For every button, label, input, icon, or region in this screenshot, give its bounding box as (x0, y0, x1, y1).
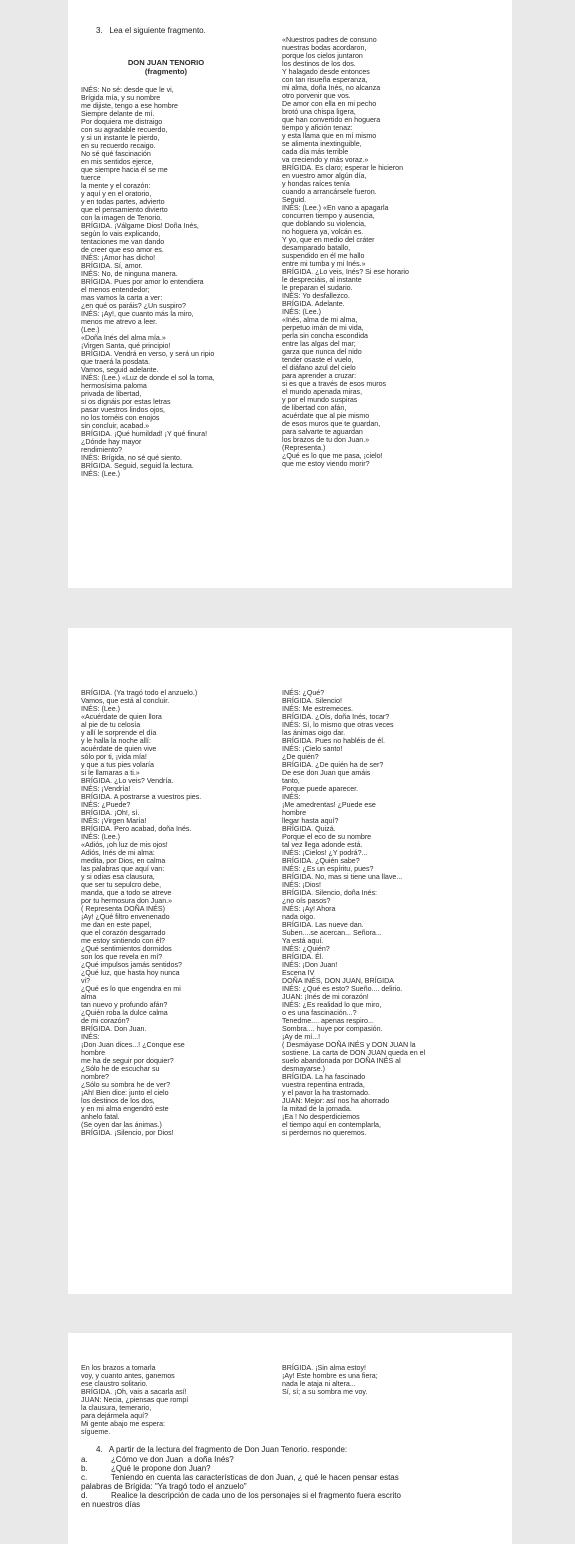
text-line: ¡Don Juan dices...! ¿Conque ese (81, 1041, 185, 1049)
text-line: INÉS: ¿Qué? (282, 689, 325, 697)
text-line: BRÍGIDA. Pues no habléis de él. (282, 737, 385, 745)
text-line: BRÍGIDA. Adelante. (282, 300, 345, 308)
text-line: BRÍGIDA. A postrarse a vuestros pies. (81, 793, 202, 801)
text-line: Adiós, Inés de mi alma: (81, 849, 155, 857)
text-line: INÉS: (Lee.) (81, 470, 121, 478)
text-line: Mi gente abajo me espera: (81, 1420, 165, 1428)
text-line: para aprender a cruzar: (282, 372, 357, 380)
text-line: BRÍGIDA. Silencio! (282, 697, 342, 705)
text-line: ¿Qué es lo que engendra en mi (81, 985, 181, 993)
text-line: INÉS: ¡Don Juan! (282, 961, 338, 969)
text-line: que traerá la posdata. (81, 358, 151, 366)
text-line: INÉS: ¡Ay! Ahora (282, 905, 336, 913)
text-line: «Adiós, ¡oh luz de mis ojos! (81, 841, 168, 849)
text-line: la mente y el corazón: (81, 182, 151, 190)
text-line: nuestras bodas acordaron, (282, 44, 367, 52)
text-line: ¡Ea ! No desperdiciemos (282, 1113, 360, 1121)
text-line: con la imagen de Tenorio. (81, 214, 163, 222)
question-3-heading: 3. Lea el siguiente fragmento. (96, 26, 206, 35)
text-line: INÉS: ¡Vendría! (81, 785, 131, 793)
text-line: privada de libertad, (81, 390, 142, 398)
text-line: tentaciones me van dando (81, 238, 165, 246)
text-line: INÉS: Sí, lo mismo que otras veces (282, 721, 394, 729)
text-line: «Inés, alma de mi alma, (282, 316, 358, 324)
text-line: que siempre hacia él se me (81, 166, 168, 174)
text-line: ¡Ah! Bien dice: junto el cielo (81, 1089, 169, 1097)
text-line: Sombra.... huye por compasión. (282, 1025, 383, 1033)
text-line: ¿en qué os paráis? ¿Un suspiro? (81, 302, 186, 310)
text-line: porque los cielos juntaron (282, 52, 363, 60)
text-line: me dijiste, tengo a ese hombre (81, 102, 179, 110)
text-line: ¿Qué luz, que hasta hoy nunca (81, 969, 180, 977)
text-line: hombre (81, 1049, 106, 1057)
text-line: tan nuevo y profundo afán? (81, 1001, 168, 1009)
text-line: INÉS: ¡Virgen María! (81, 817, 147, 825)
text-line: se alimenta inextinguible, (282, 140, 362, 148)
text-line: ¿no oís pasos? (282, 897, 331, 905)
text-line: cuando a arrancársele fueron. (282, 188, 377, 196)
text-line: BRÍGIDA. ¡Oh!, sí. (81, 809, 140, 817)
dialogue-column-left (81, 86, 215, 478)
text-line: INÉS: ¿Puede? (81, 801, 131, 809)
item-letter: d. (81, 1491, 88, 1500)
text-line: Porque puede aparecer. (282, 785, 359, 793)
text-line: que me estoy viendo morir? (282, 460, 370, 468)
text-line: BRÍGIDA. ¿Oís, doña Inés, tocar? (282, 713, 390, 721)
text-line: ¿Qué es lo que me pasa, ¡cielo! (282, 452, 383, 460)
text-line: el menos entendedor; (81, 286, 150, 294)
text-line: BRÍGIDA. ¡Oh, vais a sacarla así! (81, 1388, 187, 1396)
text-line: en su recuerdo recaigo. (81, 142, 156, 150)
item-letter: a. (81, 1455, 88, 1464)
text-line: y le halla la noche allí: (81, 737, 151, 745)
text-line: si es que a través de esos muros (282, 380, 387, 388)
item-text: Realice la descripción de cada uno de los personajes si el fragmento fuera escrito (111, 1491, 401, 1500)
text-line: al pie de tu celosía (81, 721, 141, 729)
text-line: BRÍGIDA. Sí, amor. (81, 262, 143, 270)
text-line: ¡Virgen Santa, qué principio! (81, 342, 171, 350)
text-line: BRÍGIDA. Seguid, seguid la lectura. (81, 462, 194, 470)
play-subtitle: (fragmento) (144, 67, 188, 76)
text-line: JUAN: ¡Inés de mi corazón! (282, 993, 369, 1001)
text-line: con tan risueña esperanza, (282, 76, 368, 84)
document-page-1 (68, 0, 512, 588)
text-line: (Representa.) (282, 444, 326, 452)
text-line: nada le ataja ni altera... (282, 1380, 356, 1388)
text-line: De amor con ella en mi pecho (282, 100, 377, 108)
text-line: BRÍGIDA. Pues por amor lo entendiera (81, 278, 204, 286)
text-line: de esos muros que te guardan, (282, 420, 381, 428)
text-line: desamparado batallo, (282, 244, 351, 252)
text-line: la clausura, temerario, (81, 1404, 152, 1412)
text-line: alma (81, 993, 97, 1001)
item-letter: b. (81, 1464, 88, 1473)
text-line: INÉS: (Lee.) (282, 308, 322, 316)
text-line: hermosísima paloma (81, 382, 147, 390)
text-line: Y yo, que en medio del cráter (282, 236, 375, 244)
text-line: o es una fascinación...? (282, 1009, 357, 1017)
text-line: va creciendo y más voraz.» (282, 156, 369, 164)
text-line: BRÍGIDA. No, mas si tiene una llave... (282, 873, 403, 881)
text-line: que doblando su violencia, (282, 220, 367, 228)
text-line: BRÍGIDA. Quizá. (282, 825, 336, 833)
text-line: mi alma, doña Inés, no alcanza (282, 84, 381, 92)
text-line: ¡Ay! ¿Qué filtro envenenado (81, 913, 170, 921)
text-line: ¡Ay de mí...! (282, 1033, 321, 1041)
text-line: tal vez llega adonde está. (282, 841, 363, 849)
text-line: y el pavor la ha trastornado. (282, 1089, 370, 1097)
question-item (81, 1491, 511, 1500)
text-line: tiempo y afición tenaz: (282, 124, 353, 132)
text-line: el mundo apenada miras, (282, 388, 363, 396)
text-line: si le llamaras a ti.» (81, 769, 140, 777)
text-line: ¿De quién? (282, 753, 319, 761)
item-text: ¿Qué le propone don Juan? (111, 1464, 211, 1473)
text-line: Vamos, que está al concluir. (81, 697, 170, 705)
text-line: y que a tus pies volaría (81, 761, 154, 769)
text-line: «Acuérdate de quien llora (81, 713, 162, 721)
text-line: BRÍGIDA. ¿Lo veis? Vendría. (81, 777, 174, 785)
text-line: Seguid. (282, 196, 307, 204)
text-line: sólo por ti, ¡vida mía! (81, 753, 147, 761)
text-line: (Se oyen dar las ánimas.) (81, 1121, 162, 1129)
text-line: garza que nunca del nido (282, 348, 362, 356)
text-line: entre mi tumba y mi Inés.» (282, 260, 366, 268)
text-line: en mis sentidos ejerce, (81, 158, 154, 166)
text-line: tuerce (81, 174, 101, 182)
text-line: INÉS: Brígida, no sé qué siento. (81, 454, 182, 462)
text-line: BRÍGIDA. Don Juan. (81, 1025, 147, 1033)
text-line: Y halagado desde entonces (282, 68, 370, 76)
text-line: pasar vuestros lindos ojos, (81, 406, 165, 414)
text-line: suspendido en él me hallo (282, 252, 365, 260)
text-line: las ánimas oigo dar. (282, 729, 346, 737)
text-line: le despreciáis, al instante (282, 276, 362, 284)
text-line: INÉS: ¡Amor has dicho! (81, 254, 156, 262)
dialogue-column-left (81, 689, 201, 1137)
text-line: INÉS: Yo desfallezco. (282, 292, 350, 300)
text-line: BRÍGIDA. ¡Sin alma estoy! (282, 1364, 366, 1372)
text-line: ¿Qué impulsos jamás sentidos? (81, 961, 182, 969)
text-line: y en todas partes, advierto (81, 198, 165, 206)
text-line: perla sin concha escondida (282, 332, 368, 340)
text-line: y allí le sorprende el día (81, 729, 157, 737)
text-line: no hoguera ya, volcán es. (282, 228, 364, 236)
text-line: voy, y cuanto antes, ganemos (81, 1372, 175, 1380)
text-line: y hondas raíces tenía (282, 180, 350, 188)
text-line: Porque el eco de su nombre (282, 833, 372, 841)
text-line: BRÍGIDA. ¿Lo veis, Inés? Si ese horario (282, 268, 409, 276)
text-line: por tu hermosura don Juan.» (81, 897, 173, 905)
dialogue-column-right (282, 36, 409, 468)
text-line: nada oigo. (282, 913, 316, 921)
text-line: ese claustro solitario. (81, 1380, 148, 1388)
text-line: el diáfano azul del cielo (282, 364, 356, 372)
text-line: y si odias esa clausura, (81, 873, 155, 881)
text-line: sin concluir, acabad.» (81, 422, 150, 430)
text-line: vuestra repentina entrada, (282, 1081, 365, 1089)
text-line: Suben....se acercan... Señora... (282, 929, 382, 937)
text-line: mas vamos la carta a ver: (81, 294, 163, 302)
text-line: Tenedme.... apenas respiro... (282, 1017, 374, 1025)
text-line: que el corazón desgarrado (81, 929, 166, 937)
item-text: en nuestros días (81, 1500, 141, 1509)
text-line: JUAN: Necia, ¿piensas que rompí (81, 1396, 189, 1404)
text-line: la mitad de la jornada. (282, 1105, 352, 1113)
text-line: para salvarte te aguardan (282, 428, 363, 436)
text-line: anhelo fatal. (81, 1113, 120, 1121)
text-line: según lo vais explicando, (81, 230, 161, 238)
text-line: BRÍGIDA. ¡Qué humildad! ¡Y qué finura! (81, 430, 208, 438)
text-line: cada día más terrible (282, 148, 349, 156)
text-line: JUAN: Mejor: así nos ha ahorrado (282, 1097, 390, 1105)
text-line: «Nuestros padres de consuno (282, 36, 377, 44)
text-line: de mi corazón? (81, 1017, 130, 1025)
text-line: Escena IV (282, 969, 315, 977)
text-line: que han convertido en hoguera (282, 116, 381, 124)
text-line: BRÍGIDA. Es claro; esperar le hicieron (282, 164, 404, 172)
text-line: entre las algas del mar; (282, 340, 356, 348)
text-line: si perdernos no queremos. (282, 1129, 367, 1137)
text-line: me dan en este papel, (81, 921, 152, 929)
text-line: ( Representa DOÑA INÉS) (81, 905, 165, 913)
question-item (81, 1464, 511, 1473)
text-line: y si un instante le pierdo, (81, 134, 160, 142)
text-line: BRÍGIDA. La ha fascinado (282, 1073, 366, 1081)
text-line: INÉS: ¿Es realidad lo que miro, (282, 1001, 382, 1009)
text-line: INÉS: Me estremeces. (282, 705, 353, 713)
text-line: perpetuo imán de mi vida, (282, 324, 364, 332)
text-line: Siempre delante de mí. (81, 110, 155, 118)
question-item (81, 1455, 511, 1464)
question-item (81, 1482, 511, 1491)
text-line: BRÍGIDA. Vendrá en verso, y será un ripio (81, 350, 215, 358)
text-line: las palabras que aquí van: (81, 865, 165, 873)
text-line: BRÍGIDA. ¿De quién ha de ser? (282, 761, 384, 769)
text-line: tender osaste el vuelo, (282, 356, 354, 364)
text-line: ¡Ay! Este hombre es una fiera; (282, 1372, 378, 1380)
text-line: INÉS: (Lee.) «Luz de donde el sol la toma, (81, 374, 215, 382)
text-line: No sé qué fascinación (81, 150, 151, 158)
text-line: ¿Sólo su sombra he de ver? (81, 1081, 171, 1089)
text-line: INÉS: (282, 793, 301, 801)
text-line: acuérdate de quien vive (81, 745, 157, 753)
text-line: y en mi alma engendró este (81, 1105, 169, 1113)
text-line: menos me atrevo a leer. (81, 318, 158, 326)
text-line: INÉS: ¡Ay!, que cuanto más la miro, (81, 310, 194, 318)
text-line: INÉS: ¿Quién? (282, 945, 330, 953)
text-line: sostiene. La carta de DON JUAN queda en el (282, 1049, 426, 1057)
text-line: INÉS: (Lee.) «En vano a apagarla (282, 204, 389, 212)
question-item (81, 1473, 511, 1482)
question-4-list (81, 1455, 511, 1509)
text-line: si os dignáis por estas letras (81, 398, 171, 406)
text-line: concurren tiempo y ausencia, (282, 212, 375, 220)
text-line: INÉS: ¡Cielos! ¿Y podrá?... (282, 849, 368, 857)
text-line: y aquí y en el oratorio, (81, 190, 152, 198)
text-line: con su agradable recuerdo, (81, 126, 168, 134)
text-line: INÉS: (Lee.) (81, 705, 121, 713)
text-line: me estoy sintiendo con él? (81, 937, 165, 945)
text-line: y por el mundo suspiras (282, 396, 358, 404)
text-line: INÉS: No, de ninguna manera. (81, 270, 178, 278)
text-line: BRÍGIDA. (Ya tragó todo el anzuelo.) (81, 689, 198, 697)
text-line: que el pensamiento divierto (81, 206, 168, 214)
text-line: ¡Me amedrentas! ¿Puede ese (282, 801, 376, 809)
item-text: palabras de Brígida: "Ya tragó todo el anzuelo" (81, 1482, 247, 1491)
text-line: le preparan el sudario. (282, 284, 353, 292)
text-line: brotó una chispa ligera, (282, 108, 356, 116)
text-line: ¿Quién roba la dulce calma (81, 1009, 168, 1017)
text-line: nombre? (81, 1073, 109, 1081)
item-text: Teniendo en cuenta las características de don Juan, ¿ qué le hacen pensar estas (111, 1473, 399, 1482)
text-line: el tiempo aquí en contemplarla, (282, 1121, 381, 1129)
text-line: (Lee.) (81, 326, 100, 334)
dialogue-column-left (81, 1364, 188, 1436)
text-line: Brígida mía, y su nombre (81, 94, 161, 102)
text-line: BRÍGIDA. ¿Quién sabe? (282, 857, 360, 865)
dialogue-column-right (282, 689, 425, 1137)
text-line: En los brazos a tomarla (81, 1364, 156, 1372)
text-line: BRÍGIDA. Pero acabad, doña Inés. (81, 825, 192, 833)
text-line: los brazos de tu don Juan.» (282, 436, 370, 444)
text-line: medita, por Dios, en calma (81, 857, 166, 865)
text-line: INÉS: ¿Qué es esto? Sueño.... delirio. (282, 985, 403, 993)
text-line: los destinos de los dos, (81, 1097, 155, 1105)
text-line: hombre (282, 809, 307, 817)
text-line: llegar hasta aquí? (282, 817, 339, 825)
text-line: otro porvenir que vos. (282, 92, 351, 100)
play-title: DON JUAN TENORIO (127, 58, 205, 67)
text-line: de creer que eso amor es. (81, 246, 164, 254)
item-text: ¿Cómo ve don Juan a doña Inés? (111, 1455, 234, 1464)
text-line: De ese don Juan que amáis (282, 769, 371, 777)
text-line: BRÍGIDA. Las nueve dan. (282, 921, 364, 929)
text-line: BRÍGIDA. ¡Válgame Dios! Doña Inés, (81, 222, 199, 230)
text-line: BRÍGIDA. Silencio, doña Inés: (282, 889, 378, 897)
item-letter: c. (81, 1473, 88, 1482)
dialogue-column-right (282, 1364, 378, 1396)
text-line: vi? (81, 977, 91, 985)
text-line: BRÍGIDA. ¡Silencio, por Dios! (81, 1129, 174, 1137)
text-line: son los que revela en mí? (81, 953, 163, 961)
question-4-heading: 4. A partir de la lectura del fragmento de Don Juan Tenorio. responde: (96, 1445, 348, 1454)
text-line: INÉS: (Lee.) (81, 833, 121, 841)
text-line: de libertad con afán, (282, 404, 347, 412)
text-line: me ha de seguir por doquier? (81, 1057, 174, 1065)
text-line: ¿Qué sentimientos dormidos (81, 945, 172, 953)
text-line: Vamos, seguid adelante. (81, 366, 159, 374)
text-line: DOÑA INÉS, DON JUAN, BRÍGIDA (282, 977, 394, 985)
text-line: Sí, sí; a su sombra me voy. (282, 1388, 368, 1396)
text-line: para dejármela aquí? (81, 1412, 149, 1420)
text-line: «Doña Inés del alma mía.» (81, 334, 166, 342)
text-line: sígueme. (81, 1428, 111, 1436)
text-line: no los tornéis con enojos (81, 414, 160, 422)
text-line: INÉS: (81, 1033, 100, 1041)
text-line: que ser tu sepulcro debe, (81, 881, 162, 889)
text-line: rendimiento? (81, 446, 123, 454)
text-line: manda, que a todo se atreve (81, 889, 172, 897)
document-page-3 (68, 1333, 512, 1544)
text-line: ( Desmáyase DOÑA INÉS y DON JUAN la (282, 1041, 416, 1049)
text-line: tanto, (282, 777, 300, 785)
text-line: ¿Dónde hay mayor (81, 438, 142, 446)
text-line: en vuestro amor algún día, (282, 172, 367, 180)
text-line: ¿Sólo he de escuchar su (81, 1065, 160, 1073)
text-line: INÉS: ¡Cielo santo! (282, 745, 343, 753)
text-line: INÉS: No sé: desde que le vi, (81, 86, 174, 94)
text-line: Por doquiera me distraigo (81, 118, 163, 126)
document-page-2 (68, 628, 512, 1294)
text-line: Ya está aquí. (282, 937, 324, 945)
text-line: INÉS: ¡Dios! (282, 881, 322, 889)
text-line: los destinos de los dos. (282, 60, 356, 68)
text-line: acuérdate que al pie mismo (282, 412, 370, 420)
text-line: BRÍGIDA. Él. (282, 953, 324, 961)
text-line: suelo abandonada por DOÑA INÉS al (282, 1057, 401, 1065)
text-line: INÉS: ¿Es un espíritu, pues? (282, 865, 374, 873)
text-line: desmayarse.) (282, 1065, 325, 1073)
text-line: y esta llama que en mí mismo (282, 132, 377, 140)
question-item (81, 1500, 511, 1509)
